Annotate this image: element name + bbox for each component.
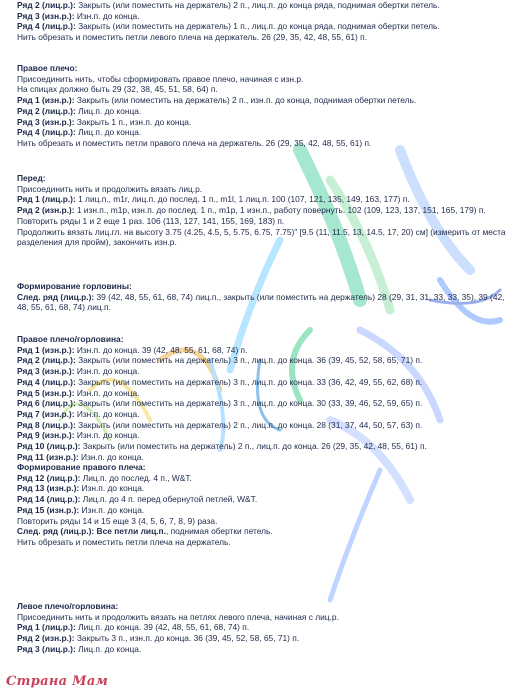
instruction-row [17,95,517,106]
instruction-row [17,106,517,117]
row-label: Ряд 2 (изн.р.): [17,205,75,216]
instruction-row [17,473,517,484]
section-title: Формирование горловины: [17,281,132,291]
row-text: Закрыть (или поместить на держатель) 2 п., лиц.п. до конца. 28 (31, 37, 44, 50, 57, 63) п. [75,419,423,430]
section-title: Перед: [17,173,46,183]
row-label: Ряд 15 (изн.р.): [17,504,80,515]
row-text: 1 лиц.п., m1r, лиц.п. до послед. 1 п., m1l, 1 лиц.п. 100 (107, 121, 135, 149, 163, 177) п. [75,194,410,205]
row-label: Ряд 9 (изн.р.): [17,430,75,441]
row-label: След. ряд (лиц.р.): [17,526,95,537]
instruction-row [17,505,517,516]
row-text: Продолжить вязать лиц.гл. на высоту 3.75 (4.25, 4.5, 5, 5.75, 6.75, 7.75)" [9.5 (11, 11.5, 13, 14.5, 17, 20) см] (измерить от места разделения для пройм), закончить изн.р. [17,226,506,248]
row-text: 39 (42, 48, 55, 61, 68, 74) лиц.п., закрыть (или поместить на держатель) 28 (29, 31, 31, 33, 33, 35), 39 (42, 48, 55, 61, 68, 74) лиц.п. [17,291,505,313]
row-text: Лиц.п. до конца. [75,643,142,654]
row-text: Закрыть (или поместить на держатель) 3 п., лиц.п. до конца. 33 (36, 42, 49, 55, 62, 68) п. [75,376,423,387]
instruction-row [17,345,517,356]
row-label: Ряд 6 (лиц.р.): [17,398,76,409]
section-title: Правое плечо/горловина: [17,334,124,344]
row-text: Изн.п. до конца. [79,504,145,515]
section-3 [17,281,517,313]
instruction-row [17,388,517,399]
row-label: Ряд 5 (изн.р.): [17,387,75,398]
row-label: Ряд 7 (изн.р.): [17,408,75,419]
instruction-row [17,184,517,195]
row-text: Лиц.п. до конца. [75,105,142,116]
instruction-row [17,633,517,644]
section-4 [17,334,517,462]
instruction-row [17,355,517,366]
row-label: Ряд 1 (лиц.р.): [17,194,76,205]
row-text: Нить обрезать и поместить петли левого плеча на держатель. 26 (29, 35, 42, 48, 55, 61) п. [17,32,368,43]
row-text: Изн.п. до конца. [74,387,140,398]
row-text: Изн.п. до конца. [79,483,145,494]
row-text: Присоединить нить и продолжить вязать на петлях левого плеча, начиная с лиц.р. [17,611,339,622]
row-label: Ряд 3 (изн.р.): [17,10,75,21]
instruction-row [17,138,517,149]
row-text: На спицах должно быть 29 (32, 38, 45, 51, 58, 64) п. [17,84,218,95]
instruction-row [17,377,517,388]
instruction-row [17,21,517,32]
instruction-row [17,292,517,313]
section-title: Правое плечо: [17,63,78,73]
instruction-row [17,612,517,623]
instruction-row [17,420,517,431]
row-label: Ряд 14 (лиц.р.): [17,494,81,505]
row-text: 1 изн.п., m1p, изн.п. до послед. 1 п., m1p, 1 изн.п., работу повернуть. 102 (109, 123, 137, 151, 165, 179) п. [74,205,486,216]
instruction-row [17,366,517,377]
row-label: Ряд 4 (лиц.р.): [17,127,76,138]
row-label: Ряд 4 (лиц.р.): [17,376,76,387]
row-text: Изн.п. до конца. [74,430,140,441]
row-text: Лиц.п. до конца. [75,127,142,138]
row-label: Ряд 3 (изн.р.): [17,116,75,127]
instruction-row [17,74,517,85]
instruction-row [17,483,517,494]
section-title: Формирование правого плеча: [17,462,146,472]
instruction-row [17,526,517,537]
row-text: Изн.п. до конца. [74,408,140,419]
row-tail: , поднимая обертки петель. [165,526,273,537]
row-text: Лиц.п. до 4 п. перед обернутой петлей, W&T. [80,494,258,505]
row-label: Ряд 10 (лиц.р.): [17,441,81,452]
instruction-row [17,205,517,216]
watermark-logo: Страна Мам [6,674,109,689]
row-text: Повторить ряды 14 и 15 еще 3 (4, 5, 6, 7, 8, 9) раза. [17,515,218,526]
section-2 [17,173,517,248]
instruction-row [17,622,517,633]
instruction-row [17,11,517,22]
row-text: Закрыть (или поместить на держатель) 1 п., лиц.п. до конца ряда, поднимая обертки петель. [75,21,440,32]
instruction-row [17,216,517,227]
instruction-row [17,430,517,441]
row-label: След. ряд (лиц.р.): [17,291,95,302]
row-text: Повторить ряды 1 и 2 еще 1 раз. 106 (113, 127, 141, 155, 169, 183) п. [17,215,285,226]
row-label: Ряд 1 (лиц.р.): [17,622,76,633]
row-text: Изн.п. до конца. [74,366,140,377]
instruction-row [17,516,517,527]
row-label: Ряд 2 (лиц.р.): [17,355,76,366]
instruction-row [17,537,517,548]
section-title: Левое плечо/горловина: [17,601,119,611]
row-label: Ряд 2 (изн.р.): [17,633,75,644]
row-text: Закрыть 1 п., изн.п. до конца. [74,116,192,127]
row-text: Лиц.п. до послед. 4 п., W&T. [80,472,192,483]
row-text: Закрыть (или поместить на держатель) 3 п., лиц.п. до конца. 36 (39, 45, 52, 58, 65, 71) п. [75,355,423,366]
row-text: Нить обрезать и поместить петли плеча на держатель. [17,536,231,547]
row-text: Изн.п. до конца. [74,10,140,21]
instruction-row [17,32,517,43]
row-text: Изн.п. до конца. [78,451,144,462]
section-0 [17,0,517,43]
instruction-row [17,409,517,420]
instruction-row [17,127,517,138]
row-label: Ряд 2 (лиц.р.): [17,0,76,10]
row-text: Закрыть 3 п., изн.п. до конца. 36 (39, 45, 52, 58, 65, 71) п. [74,633,300,644]
row-text: Присоединить нить и продолжить вязать лиц.р. [17,183,203,194]
instruction-row [17,644,517,655]
row-text: Нить обрезать и поместить петли правого плеча на держатель. 26 (29, 35, 42, 48, 55, 61) п. [17,137,372,148]
instruction-row [17,0,517,11]
instruction-row [17,227,517,248]
instruction-row [17,194,517,205]
row-text: Присоединить нить, чтобы сформировать правое плечо, начиная с изн.р. [17,73,304,84]
row-label: Ряд 3 (изн.р.): [17,366,75,377]
instruction-row [17,441,517,452]
section-5 [17,462,517,548]
row-text: Закрыть (или поместить на держатель) 2 п., лиц.п. до конца. 26 (29, 35, 42, 48, 55, 61) п. [80,441,427,452]
instruction-row [17,494,517,505]
row-text: Закрыть (или поместить на держатель) 2 п., изн.п. до конца, поднимая обертки петель. [74,95,417,106]
section-1 [17,63,517,149]
section-6 [17,601,517,655]
row-label: Ряд 4 (лиц.р.): [17,21,76,32]
row-label: Ряд 13 (изн.р.): [17,483,80,494]
row-text: Закрыть (или поместить на держатель) 2 п., лиц.п. до конца ряда, поднимая обертки петель. [75,0,440,10]
row-emphasis: Все петли лиц.п. [96,526,166,537]
instruction-row [17,452,517,463]
row-text: Лиц.п. до конца. 39 (42, 48, 55, 61, 68, 74) п. [75,622,250,633]
instruction-row [17,398,517,409]
row-label: Ряд 1 (изн.р.): [17,344,75,355]
instruction-row [17,117,517,128]
row-label: Ряд 1 (изн.р.): [17,95,75,106]
row-label: Ряд 12 (лиц.р.): [17,472,81,483]
row-text: Закрыть (или поместить на держатель) 3 п., лиц.п. до конца. 30 (33, 39, 46, 52, 59, 65) п. [75,398,423,409]
instruction-row [17,84,517,95]
row-text: Изн.п. до конца. 39 (42, 48, 55, 61, 68, 74) п. [74,344,248,355]
row-label: Ряд 2 (лиц.р.): [17,105,76,116]
row-label: Ряд 3 (лиц.р.): [17,643,76,654]
row-label: Ряд 8 (лиц.р.): [17,419,76,430]
row-label: Ряд 11 (изн.р.): [17,451,79,462]
